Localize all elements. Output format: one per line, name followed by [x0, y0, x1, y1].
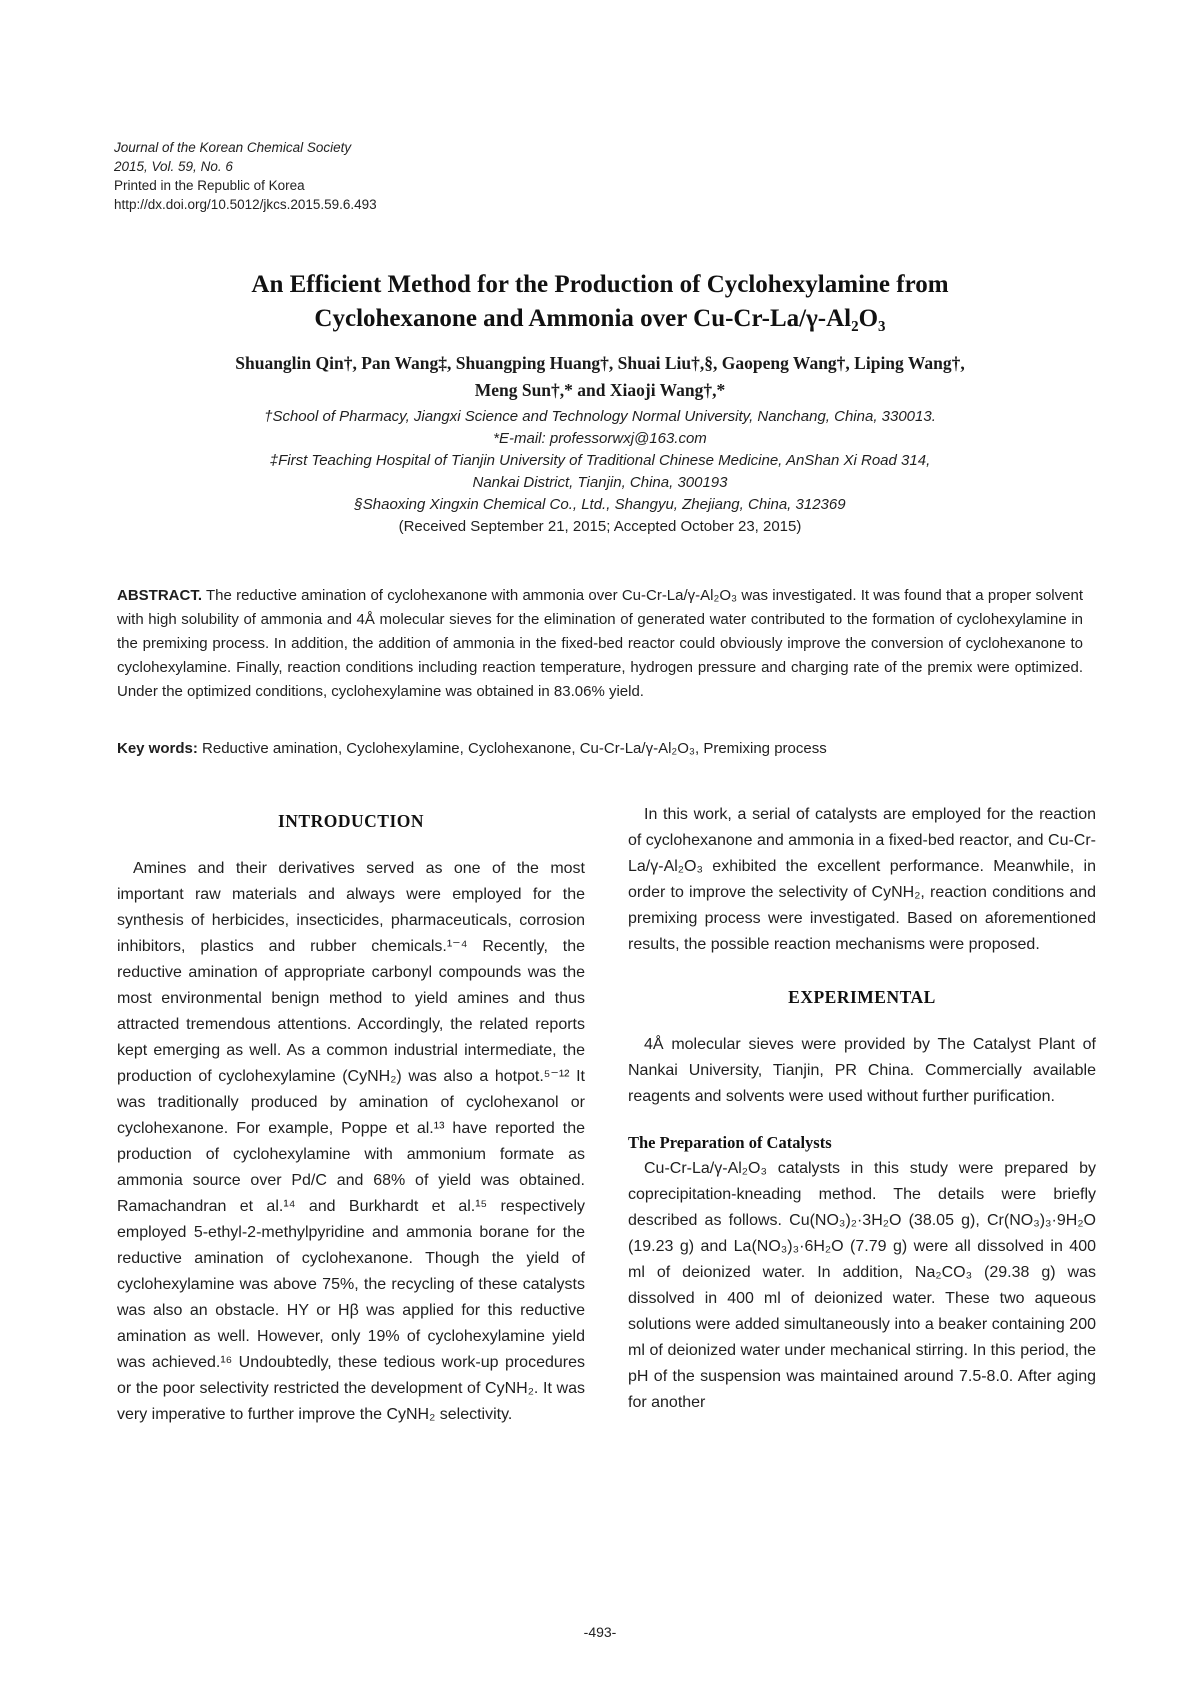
affiliation-2-line-2: Nankai District, Tianjin, China, 300193: [472, 474, 728, 491]
title-line-1: An Efficient Method for the Production of Cyclohexylamine from: [251, 271, 949, 298]
affiliation-2-line-1: ‡First Teaching Hospital of Tianjin University of Traditional Chinese Medicine, AnShan Xi Road 314,: [269, 452, 931, 469]
affiliation-1: †School of Pharmacy, Jiangxi Science and Technology Normal University, Nanchang, China, 330013.: [264, 408, 936, 425]
experimental-paragraph-1: 4Å molecular sieves were provided by The Catalyst Plant of Nankai University, Tianjin, PR China. Commercially available reagents and solvents were used without further purification.: [628, 1036, 1096, 1105]
title-line-2: Cyclohexanone and Ammonia over Cu-Cr-La/γ-Al₂O₃: [314, 305, 886, 332]
introduction-paragraph-1: Amines and their derivatives served as one of the most important raw materials and always were employed for the synthesis of herbicides, insecticides, pharmaceuticals, corrosion inhibitors, plastics and rubber chemicals.¹⁻⁴ Recently, the reductive amination of appropriate carbonyl compounds was the most environmental benign method to yield amines and thus attracted tremendous attentions. Accordingly, the related reports kept emerging as well. As a common industrial intermediate, the production of cyclohexylamine (CyNH₂) was also a hotpot.⁵⁻¹² It was traditionally produced by amination of cyclohexanol or cyclohexanone. For example, Poppe et al.¹³ have reported the production of cyclohexylamine with ammonium formate as ammonia source over Pd/C and 68% of yield was obtained. Ramachandran et al.¹⁴ and Burkhardt et al.¹⁵ respectively employed 5-ethyl-2-methylpyridine and ammonia borane for the reductive amination of cyclohexanone. Though the yield of cyclohexylamine was above 75%, the recycling of these catalysts was also an obstacle. HY or Hβ was applied for this reductive amination as well. However, only 19% of cyclohexylamine yield was achieved.¹⁶ Undoubtedly, these tedious work-up procedures or the poor selectivity restricted the development of CyNH₂. It was very imperative to further improve the CyNH₂ selectivity.: [117, 860, 585, 1423]
corresponding-email[interactable]: *E-mail: professorwxj@163.com: [493, 430, 707, 447]
page-number: -493-: [583, 1624, 617, 1640]
experimental-heading: EXPERIMENTAL: [788, 987, 936, 1007]
affiliation-3: §Shaoxing Xingxin Chemical Co., Ltd., Shangyu, Zhejiang, China, 312369: [354, 496, 846, 513]
abstract: [117, 584, 1083, 704]
authors-line-2: Meng Sun†,* and Xiaoji Wang†,*: [474, 380, 726, 400]
experimental-paragraph-2: Cu-Cr-La/γ-Al₂O₃ catalysts in this study were prepared by coprecipitation-kneading method. The details were briefly described as follows. Cu(NO₃)₂·3H₂O (38.05 g), Cr(NO₃)₃·9H₂O (19.23 g) and La(NO₃)₃·6H₂O (7.79 g) were all dissolved in 400 ml of deionized water. In addition, Na₂CO₃ (29.38 g) was dissolved in 400 ml of deionized water. These two aqueous solutions were added simultaneously into a beaker containing 200 ml of deionized water under mechanical stirring. In this period, the pH of the suspension was maintained around 7.5-8.0. After aging for another: [628, 1160, 1096, 1411]
paper-title: [100, 268, 1100, 336]
left-column: [117, 808, 585, 1428]
journal-header: [114, 138, 377, 214]
abstract-text: The reductive amination of cyclohexanone with ammonia over Cu-Cr-La/γ-Al₂O₃ was investigated. It was found that a proper solvent with high solubility of ammonia and 4Å molecular sieves for the elimination of generated water contributed to the formation of cyclohexylamine in the premixing process. In addition, the addition of ammonia in the fixed-bed reactor could obviously improve the conversion of cyclohexanone to cyclohexylamine. Finally, reaction conditions including reaction temperature, hydrogen pressure and charging rate of the premix were optimized. Under the optimized conditions, cyclohexylamine was obtained in 83.06% yield.: [117, 587, 1083, 700]
introduction-heading: INTRODUCTION: [277, 811, 425, 831]
journal-volume: 2015, Vol. 59, No. 6: [114, 159, 233, 174]
journal-printed: Printed in the Republic of Korea: [114, 178, 305, 193]
author-list: [100, 350, 1100, 404]
received-dates: (Received September 21, 2015; Accepted October 23, 2015): [398, 518, 802, 535]
affiliations: [100, 406, 1100, 538]
keywords-text: Reductive amination, Cyclohexylamine, Cyclohexanone, Cu-Cr-La/γ-Al₂O₃, Premixing process: [202, 740, 827, 757]
keywords: [117, 738, 1083, 760]
introduction-paragraph-2: In this work, a serial of catalysts are employed for the reaction of cyclohexanone and ammonia in a fixed-bed reactor, and Cu-Cr-La/γ-Al₂O₃ exhibited the excellent performance. Meanwhile, in order to improve the selectivity of CyNH₂, reaction conditions and premixing process were investigated. Based on aforementioned results, the possible reaction mechanisms were proposed.: [628, 806, 1096, 953]
keywords-label: Key words:: [117, 740, 198, 757]
right-column: [628, 808, 1096, 1416]
abstract-label: ABSTRACT.: [117, 587, 202, 604]
journal-name: Journal of the Korean Chemical Society: [114, 140, 352, 155]
authors-line-1: Shuanglin Qin†, Pan Wang‡, Shuangping Huang†, Shuai Liu†,§, Gaopeng Wang†, Liping Wang†,: [235, 353, 965, 373]
journal-doi[interactable]: http://dx.doi.org/10.5012/jkcs.2015.59.6.493: [114, 197, 377, 212]
catalyst-preparation-heading: The Preparation of Catalysts: [628, 1133, 832, 1152]
